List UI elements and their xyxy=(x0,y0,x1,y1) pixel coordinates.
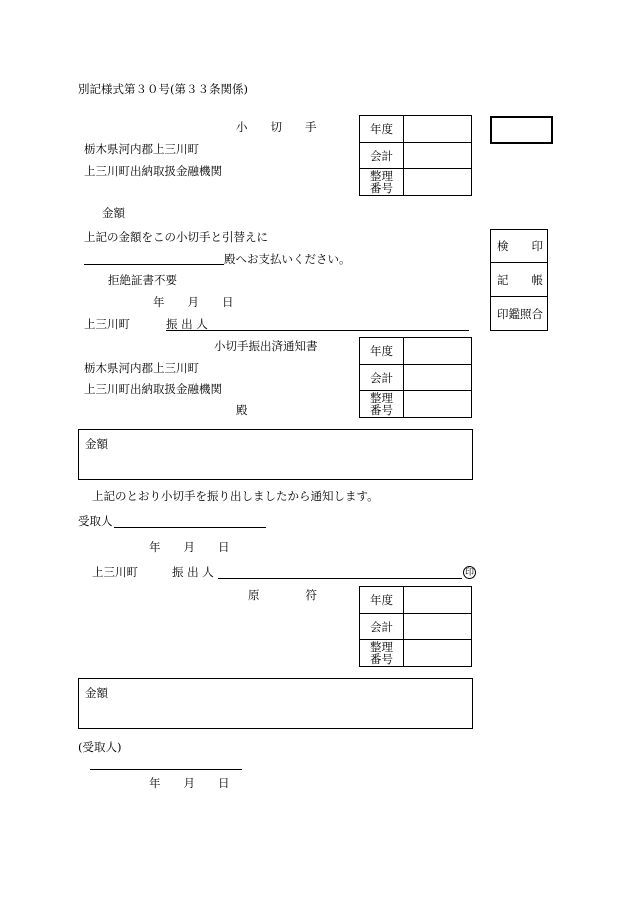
ref-number-label: 整理 番号 xyxy=(360,391,404,418)
stamp-inspection: 検 印 xyxy=(491,230,548,263)
ref-number-value xyxy=(404,640,472,667)
seal-icon: 印 xyxy=(464,568,474,578)
fiscal-year-value xyxy=(404,338,472,365)
notice-date: 年 月 日 xyxy=(149,540,230,554)
notice-town: 上三川町 xyxy=(92,565,138,579)
account-label: 会計 xyxy=(360,614,404,640)
check-town: 上三川町 xyxy=(84,317,130,331)
ref-number-label: 整理 番号 xyxy=(360,169,404,196)
check-payee-suffix: 殿へお支払いください。 xyxy=(224,252,351,266)
fiscal-year-label: 年度 xyxy=(360,338,404,365)
account-label: 会計 xyxy=(360,143,404,169)
notice-address-line2: 上三川町出納取扱金融機関 xyxy=(84,382,222,396)
fiscal-year-value xyxy=(404,116,472,143)
check-amount-label: 金額 xyxy=(102,206,125,220)
notice-issuer-line xyxy=(218,578,462,579)
stub-account-table xyxy=(359,586,472,667)
stamp-table xyxy=(490,229,548,331)
notice-account-table xyxy=(359,337,472,418)
payee-line xyxy=(84,264,224,265)
check-number-box xyxy=(490,116,553,144)
notice-receiver-line xyxy=(114,527,266,528)
check-address-line2: 上三川町出納取扱金融機関 xyxy=(84,164,222,178)
stub-amount-label: 金額 xyxy=(85,686,108,700)
notice-amount-label: 金額 xyxy=(85,437,108,451)
ref-number-value xyxy=(404,391,472,418)
notice-dono: 殿 xyxy=(236,403,248,417)
account-value xyxy=(404,614,472,640)
stub-date: 年 月 日 xyxy=(149,776,230,790)
stamp-posting: 記 帳 xyxy=(491,263,548,297)
ref-number-label: 整理 番号 xyxy=(360,640,404,667)
form-title: 別記様式第３０号(第３３条関係) xyxy=(78,82,248,96)
notice-title: 小切手振出済通知書 xyxy=(214,339,318,353)
ref-number-value xyxy=(404,169,472,196)
stub-title: 原 符 xyxy=(248,588,317,602)
notice-message: 上記のとおり小切手を振り出しましたから通知します。 xyxy=(92,489,379,503)
fiscal-year-label: 年度 xyxy=(360,116,404,143)
account-value xyxy=(404,143,472,169)
no-protest-text: 拒絶証書不要 xyxy=(108,273,177,287)
stub-receiver-label: (受取人) xyxy=(78,740,122,754)
check-account-table xyxy=(359,115,472,196)
check-date: 年 月 日 xyxy=(153,295,234,309)
stub-amount-box xyxy=(78,678,473,729)
notice-address-line1: 栃木県河内郡上三川町 xyxy=(84,361,199,375)
check-issuer-label: 振 出 人 xyxy=(166,317,208,331)
notice-receiver-label: 受取人 xyxy=(78,514,113,528)
fiscal-year-label: 年度 xyxy=(360,587,404,614)
notice-issuer-label: 振 出 人 xyxy=(172,565,214,579)
notice-amount-box xyxy=(78,429,473,480)
stub-receiver-line xyxy=(90,769,242,770)
fiscal-year-value xyxy=(404,587,472,614)
account-value xyxy=(404,365,472,391)
issuer-signature-line xyxy=(166,330,469,331)
check-address-line1: 栃木県河内郡上三川町 xyxy=(84,142,199,156)
account-label: 会計 xyxy=(360,365,404,391)
check-instruction: 上記の金額をこの小切手と引替えに xyxy=(84,230,268,244)
check-title: 小 切 手 xyxy=(236,120,317,134)
stamp-seal-check: 印鑑照合 xyxy=(491,297,548,331)
